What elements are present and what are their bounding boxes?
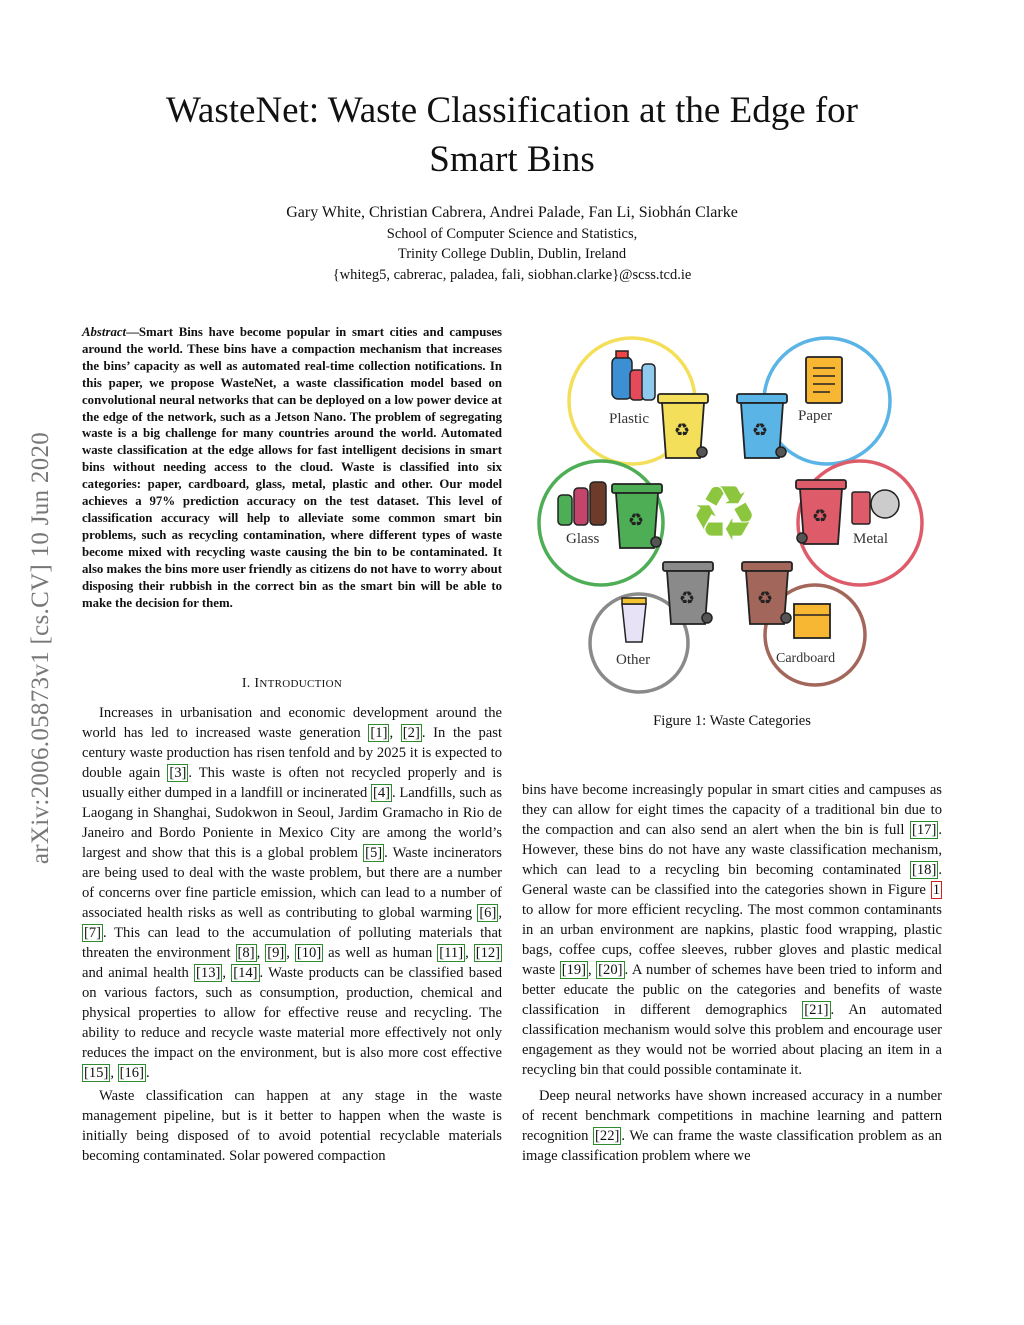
paper-category	[737, 338, 890, 464]
plastic-category	[569, 338, 708, 464]
citation-link[interactable]: [1]	[370, 725, 388, 741]
paper-title	[80, 86, 944, 184]
text-run: . This can lead to the accumulation of polluting materials that threaten the environment	[82, 925, 502, 961]
affiliation-department: School of Computer Science and Statistics,	[386, 226, 638, 242]
text-run: Deep neural networks have shown increased accuracy in a number of recent benchmark competitions in machine learning and pattern recognition	[522, 1088, 942, 1144]
authors: Gary White, Christian Cabrera, Andrei Palade, Fan Li, Siobhán Clarke	[286, 204, 738, 221]
text-run: . Waste products can be classified based on various factors, such as consumption, production, chemical and physical properties to allow for effective reuse and recycling. The ability to reduce and recycle waste material more effectively not only reduces the impact on the environment, but is also more cost effective	[82, 965, 502, 1061]
text-run: . In the past century waste production has risen tenfold and by 2025 it is expected to double again	[82, 725, 503, 781]
text-run: ,	[256, 945, 266, 961]
text-run: and animal health	[82, 965, 195, 981]
intro-paragraph-4	[522, 1086, 942, 1166]
text-run: . We can frame the waste classification problem as an image classification problem where we	[522, 1128, 942, 1164]
citation-link[interactable]: [2]	[402, 725, 420, 741]
citation-link[interactable]: [19]	[561, 962, 587, 978]
text-run: . Landfills, such as Laogang in Shanghai, Sudokwon in Seoul, Jardim Gramacho in Rio de Janeiro and Bordo Poniente in Mexico City are among the world’s largest and show that this is a global problem	[82, 785, 502, 861]
recycle-icon: ♻	[812, 506, 829, 527]
citation-link[interactable]: [21]	[804, 1002, 829, 1018]
citation-link[interactable]: [11]	[439, 945, 464, 961]
central-recycle-icon: ♻	[690, 469, 759, 558]
intro-paragraph-1	[82, 703, 502, 1083]
metal-category	[796, 461, 922, 585]
citation-link[interactable]: [10]	[296, 945, 322, 961]
text-run: ,	[222, 965, 232, 981]
text-run: . General waste can be classified into the categories shown in Figure	[522, 862, 942, 898]
text-run: as well as human	[323, 945, 438, 961]
intro-paragraph-2: Waste classification can happen at any stage in the waste management pipeline, but is it better to happen when the waste is initially being disposed of to avoid potential recyclable materials becoming contaminated. Solar powered compaction	[82, 1088, 502, 1164]
text-run: ,	[465, 945, 474, 961]
citation-link[interactable]: [13]	[196, 965, 221, 981]
abstract-lead: Abstract	[82, 325, 127, 339]
citation-link[interactable]: [3]	[169, 765, 187, 781]
text-run: . An automated classification mechanism would solve this problem and encourage user engagement as they would not be worried about placing an item in a recycling bin that could possible contaminate it.	[522, 1002, 942, 1078]
glass-category	[539, 461, 663, 585]
text-run: bins have become increasingly popular in smart cities and campuses as they can allow for eight times the capacity of a traditional bin due to the compaction and can also send an alert when the bin is full	[522, 782, 942, 838]
text-run: ,	[498, 905, 502, 921]
text-run: ,	[286, 945, 295, 961]
recycle-icon: ♻	[674, 420, 691, 441]
citation-link[interactable]: [20]	[598, 962, 623, 978]
text-run: to allow for more efficient recycling. The most common contaminants in an urban environment are napkins, plastic food wrapping, plastic bags, coffee cups, coffee sleeves, rubber gloves and plastic medical waste	[522, 902, 942, 978]
title-line-2: Smart Bins	[429, 139, 595, 180]
citation-link[interactable]: [4]	[372, 785, 390, 801]
figure-ref-link[interactable]: 1	[932, 882, 940, 898]
section-title	[254, 676, 342, 691]
arxiv-stamp	[12, 348, 70, 948]
author-emails: {whiteg5, cabrerac, paladea, fali, siobhan.clarke}@scss.tcd.ie	[332, 267, 692, 283]
affiliation-institution: Trinity College Dublin, Dublin, Ireland	[397, 246, 627, 262]
section-title-initial: I	[254, 676, 260, 691]
citation-link[interactable]: [15]	[84, 1065, 109, 1081]
citation-link[interactable]: [8]	[237, 945, 255, 961]
left-column-body	[82, 703, 502, 1166]
glass-label: Glass	[566, 531, 600, 547]
abstract	[82, 324, 502, 611]
intro-paragraph-3	[522, 780, 942, 1080]
figure-waste-categories	[530, 332, 930, 702]
citation-link[interactable]: [18]	[912, 862, 937, 878]
text-run: . Waste incinerators are being used to deal with the waste problem, but there are a number of concerns over fine particle emission, which can lead to a number of associated health risks as well as contributing to global warming	[82, 845, 502, 921]
citation-link[interactable]: [5]	[365, 845, 383, 861]
section-heading-introduction	[82, 676, 502, 692]
citation-link[interactable]: [9]	[267, 945, 285, 961]
text-run: .	[145, 1065, 150, 1081]
plastic-label: Plastic	[609, 411, 649, 427]
title-line-1: WasteNet: Waste Classification at the Edge for	[165, 90, 859, 131]
cardboard-label: Cardboard	[776, 651, 836, 666]
citation-link[interactable]: [6]	[479, 905, 497, 921]
metal-label: Metal	[853, 531, 888, 547]
citation-link[interactable]: [12]	[475, 945, 501, 961]
text-run: ,	[110, 1065, 118, 1081]
abstract-text: —Smart Bins have become popular in smart cities and campuses around the world. These bins have a compaction mechanism that increases the bins’ capacity as well as automated real-time collection notifications. In this paper, we propose WasteNet, a waste classification model based on convolutional neural networks that can be deployed on a low power device at the edge of the network, such as a Jetson Nano. The problem of segregating waste is a big challenge for many countries around the world. Automated waste classification at the edge allows for fast intelligent decisions in smart bins without needing access to the cloud. Waste is classified into six categories: paper, cardboard, glass, metal, plastic and other. Our model achieves a 97% prediction accuracy on the test dataset. This level of classification accuracy will help to alleviate some common smart bin problems, such as recycling contamination, where different types of waste become mixed with recycling waste causing the bin to be contaminated. It also makes the bins more user friendly as citizens do not have to worry about disposing their rubbish in the correct bin as the smart bin will be able to make the decision for them.	[82, 325, 502, 610]
right-column-body	[522, 780, 942, 1166]
text-run: . A number of schemes have been tried to inform and better educate the public on the categories and benefits of waste classification in different demographics	[522, 962, 942, 1018]
text-run: . This waste is often not recycled properly and is usually either dumped in a landfill or incinerated	[82, 765, 502, 801]
text-run: ,	[588, 962, 597, 978]
paper-label: Paper	[798, 408, 833, 424]
other-label: Other	[616, 652, 651, 668]
arxiv-stamp-text: arXiv:2006.05873v1 [cs.CV] 10 Jun 2020	[27, 431, 54, 865]
section-number: I.	[241, 676, 251, 691]
recycle-icon: ♻	[628, 510, 645, 531]
figure-caption: Figure 1: Waste Categories	[653, 713, 811, 729]
citation-link[interactable]: [16]	[119, 1065, 144, 1081]
recycle-icon: ♻	[752, 420, 769, 441]
recycle-icon: ♻	[679, 588, 696, 609]
text-run: Increases in urbanisation and economic development around the world has led to increased waste generation	[82, 705, 502, 741]
citation-link[interactable]: [7]	[84, 925, 102, 941]
citation-link[interactable]: [22]	[595, 1128, 620, 1144]
citation-link[interactable]: [17]	[912, 822, 937, 838]
text-run: ,	[389, 725, 401, 741]
section-title-rest: NTRODUCTION	[259, 678, 343, 690]
recycle-icon: ♻	[757, 588, 774, 609]
text-run: . However, these bins do not have any waste classification mechanism, which can lead to a recycling bin becoming contaminated	[522, 822, 942, 878]
citation-link[interactable]: [14]	[233, 965, 258, 981]
